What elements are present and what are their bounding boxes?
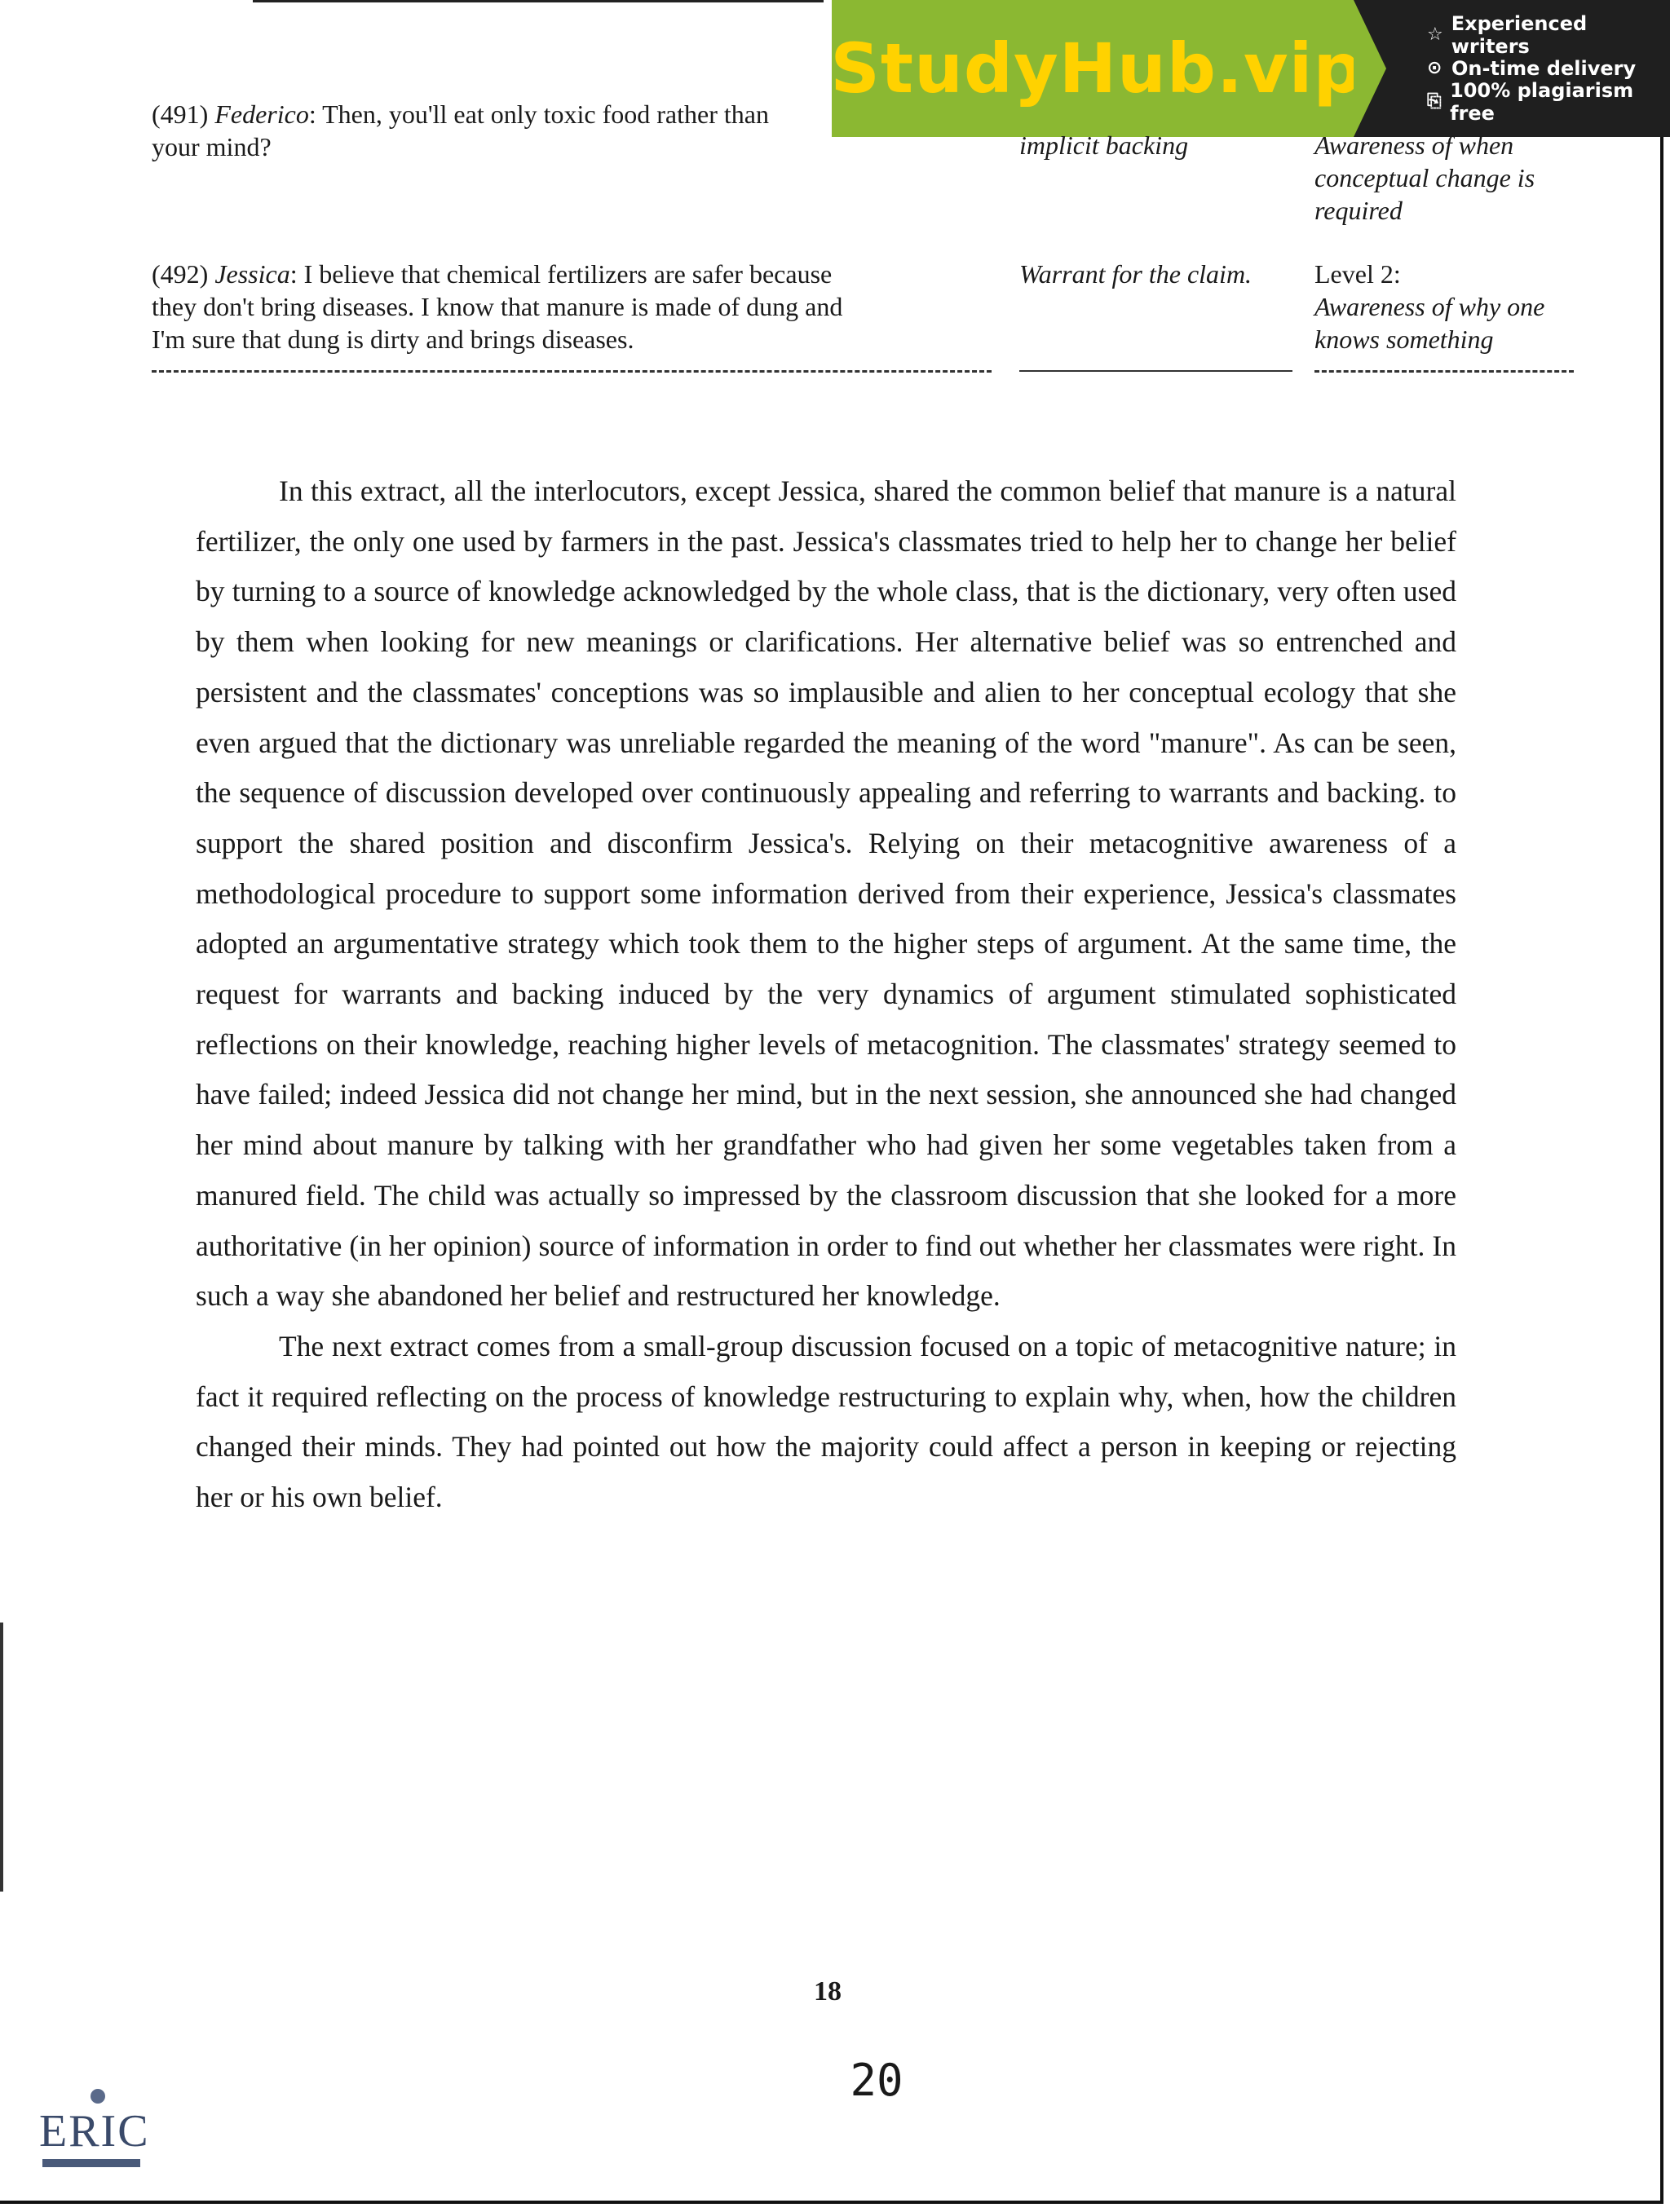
page-number-alt: 20 [850, 2055, 903, 2106]
feature-text: Experienced writers [1451, 11, 1588, 58]
banner-features [1354, 0, 1670, 137]
level-line: Awareness of when [1314, 130, 1514, 160]
table-divider [152, 370, 992, 373]
studyhub-banner[interactable] [832, 0, 1670, 137]
eric-logo [39, 2087, 150, 2169]
paragraph: In this extract, all the interlocutors, except Jessica, shared the common belief that manure is a natural fertilizer, the only one used by farmers in the past. Jessica's classmates tried to help her to change her belief by turning to a source of knowledge acknowledged by the whole class, that is the dictionary, very often used by them when looking for new meanings or clarifications. Her alternative belief was so entrenched and persistent and the classmates' conceptions was so implausible and alien to her conceptual ecology that she even argued that the dictionary was unreliable regarded the meaning of the word "manure". As can be seen, the sequence of discussion developed over continuously appealing and referring to warrants and backing. to support the shared position and disconfirm Jessica's. Relying on their metacognitive awareness of a methodological procedure to support some information derived from their experience, Jessica's classmates adopted an argumentative strategy which took them to the higher steps of argument. At the same time, the request for warrants and backing induced by the very dynamics of argument stimulated sophisticated reflections on their knowledge, reaching higher levels of metacognition. The classmates' strategy seemed to have failed; indeed Jessica did not change her mind, but in the next session, she announced she had changed her mind about manure by talking with her grandfather who had given her some vegetables taken from a manured field. The child was actually so impressed by the classroom discussion that she looked for a more authoritative (in her opinion) source of information in order to find out whether her classmates were right. In such a way she abandoned her belief and restructured her knowledge. [196, 475, 1456, 1313]
page-border-right [1660, 0, 1663, 2203]
paragraph: The next extract comes from a small-group discussion focused on a topic of metacognitive nature; in fact it required reflecting on the process of knowledge restructuring to explain why, when, how the children changed their minds. They had pointed out how the majority could affect a person in keeping or rejecting her or his own belief. [196, 1329, 1456, 1514]
transcript-utterance [152, 98, 828, 163]
utterance-line: they don't bring diseases. I know that manure is made of dung and [152, 292, 843, 321]
level-line: required [1314, 196, 1403, 225]
star-icon: ☆ [1427, 24, 1443, 45]
utterance-line: : I believe that chemical fertilizers are safer because [289, 259, 833, 289]
banner-brand-area[interactable] [830, 0, 1363, 137]
argument-type: implicit backing [1019, 130, 1189, 160]
page-border-bottom [0, 2201, 1663, 2204]
clock-icon: ⊙ [1427, 58, 1442, 78]
metacognition-level [1314, 258, 1657, 355]
level-line: knows something [1314, 325, 1494, 354]
utterance-number: (492) [152, 259, 209, 289]
eric-logo-strip [42, 2159, 140, 2167]
copy-icon: ⎘ [1427, 91, 1442, 112]
top-rule [253, 0, 824, 2]
scan-edge-mark [0, 1623, 3, 1892]
level-line: Awareness of why one [1314, 292, 1545, 321]
feature-item [1427, 78, 1670, 125]
metacognition-level [1314, 129, 1657, 227]
eric-logo-text: ERIC [39, 2106, 150, 2157]
brand-name: StudyHub.vip [830, 29, 1363, 108]
eric-logo-dot [91, 2089, 105, 2104]
table-divider [1019, 370, 1292, 372]
feature-text: On-time delivery [1451, 56, 1637, 80]
feature-item [1427, 11, 1670, 58]
utterance-line: I'm sure that dung is dirty and brings diseases. [152, 325, 634, 354]
speaker-name: Federico [214, 99, 309, 129]
transcript-utterance [152, 258, 1000, 355]
body-text [196, 466, 1456, 1523]
utterance-line: : Then, you'll eat only toxic food rather than [308, 99, 769, 129]
feature-text: 100% plagiarism free [1450, 78, 1634, 125]
table-divider [1314, 370, 1574, 373]
page-number: 18 [814, 1976, 842, 2007]
level-line: conceptual change is [1314, 163, 1535, 192]
speaker-name: Jessica [214, 259, 290, 289]
argument-type: Warrant for the claim. [1019, 259, 1252, 289]
utterance-number: (491) [152, 99, 209, 129]
utterance-line: your mind? [152, 132, 272, 161]
level-label: Level 2: [1314, 259, 1401, 289]
